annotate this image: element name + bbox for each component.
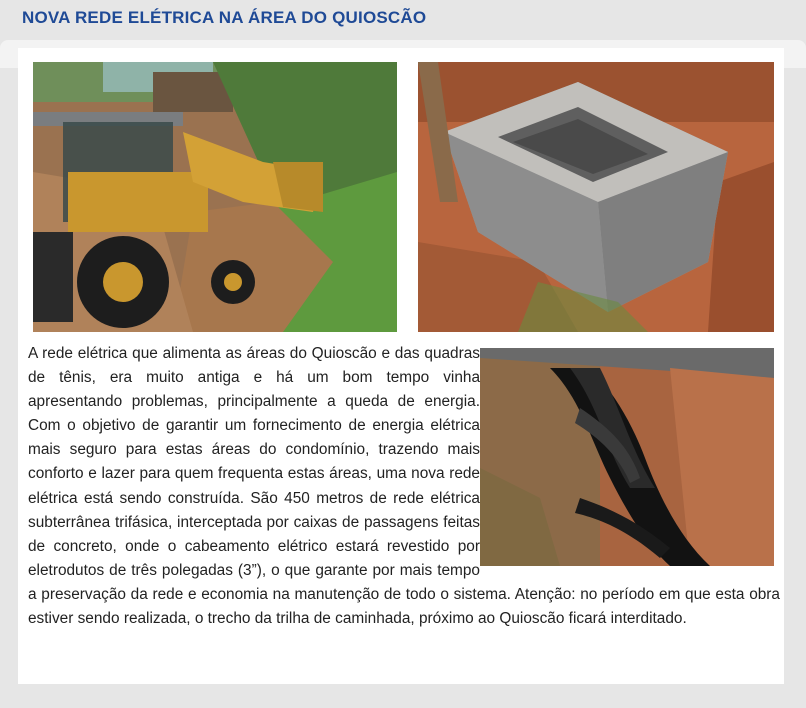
photo-float-spacer (480, 346, 780, 564)
article-title: NOVA REDE ELÉTRICA NA ÁREA DO QUIOSCÃO (22, 8, 427, 27)
article-body-text: A rede elétrica que alimenta as áreas do Quioscão e das quadras de tênis, era muito antiga e há um bom tempo vinha apresentando problemas, principalmente a queda de energia. Com o objetivo de garantir um fornecimento de energia elétrica mais seguro para estas áreas do condomínio, trazendo mais conforto e lazer para quem frequenta estas áreas, uma nova rede elétrica está sendo construída. São 450 metros de rede elétrica subterrânea trifásica, interceptada por caixas de passagens feitas de concreto, onde o cabeamento elétrico estará revestido por eletrodutos de três polegadas (3”), o que garante por mais tempo a preservação da rede e economia na manutenção de todo o sistema. Atenção: no período em que esta obra estiver sendo realizada, o trecho da trilha de caminhada, próximo ao Quioscão ficará interditado. (28, 345, 780, 628)
article-body (28, 342, 780, 631)
photo-backhoe-digging (33, 62, 397, 332)
article-panel (18, 48, 784, 684)
photo-concrete-junction-box (418, 62, 774, 332)
title-bar (0, 0, 806, 40)
